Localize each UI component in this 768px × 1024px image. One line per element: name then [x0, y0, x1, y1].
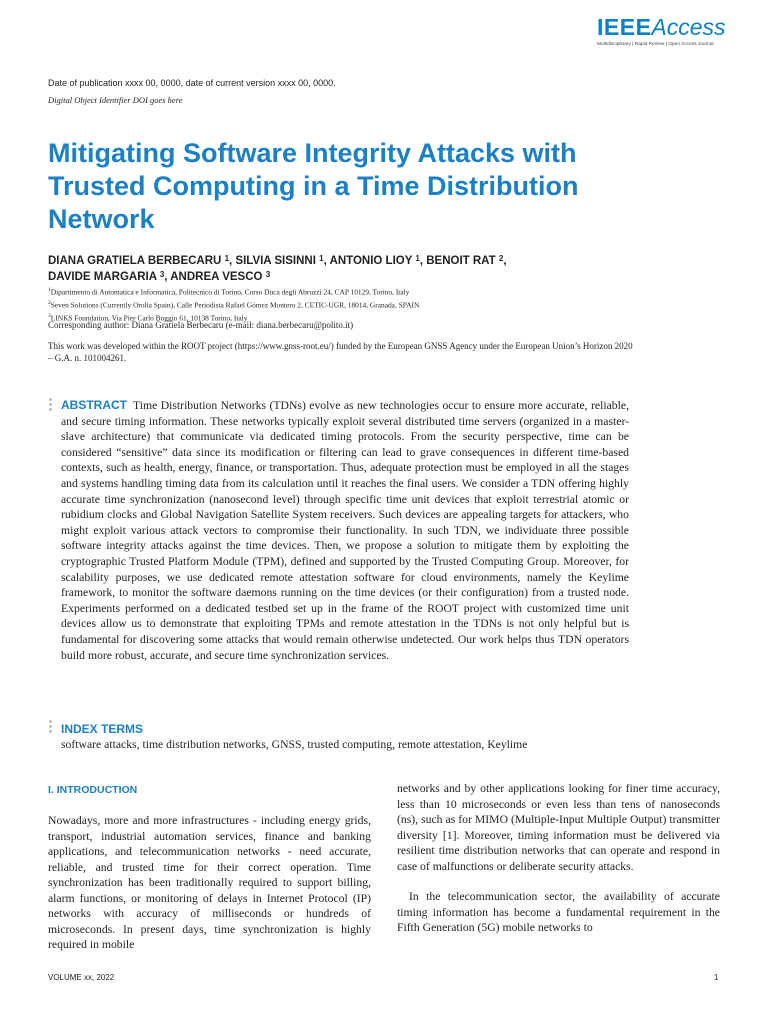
abstract: [61, 398, 629, 663]
intro-paragraph: networks and by other applications looking for finer time accuracy, less than 10 microseconds or even less than tens of nanoseconds (ns), such as for MIMO (Multiple-Input Multiple Output) transmitter diversity [1]. Moreover, timing information must be delivered via resilient time distribution networks that can operate and respond in case of malfunctions or deliberate security attacks.: [397, 782, 720, 873]
doi-line: Digital Object Identifier DOI goes here: [48, 95, 183, 105]
logo-tagline: Multidisciplinary | Rapid Review | Open Access Journal: [597, 42, 714, 47]
author-name: SILVIA SISINNI: [235, 255, 316, 267]
abstract-text: Time Distribution Networks (TDNs) evolve as new technologies occur to ensure more accurate, reliable, and secure timing information. These networks typically exploit several distributed time servers (organized in a master-slave architecture) that communicate via dedicated timing protocols. From the security perspective, time can be considered “sensitive” data since its modification or filtering can lead to grave consequences in different time-based contexts, such as health, energy, finance, or transportation. Thus, adequate protection must be employed in all the stages and systems handling timing data from its calculation until it reaches the final users. We consider a TDN offering highly accurate time synchronization (nanosecond level) through specific time unit devices that exploit terrestrial atomic or rubidium clocks and Global Navigation Satellite System receivers. Such devices are appealing targets for attackers, who might exploit various attack vectors to compromise their functionality. In such TDN, we individuate three possible software integrity attacks against the time devices. Then, we propose a solution to mitigate them by exploiting the cryptographic Trusted Platform Module (TPM), defined and supported by the Trusted Computing Group. Moreover, for scalability purposes, we use dedicated remote attestation software for cloud environments, namely the Keylime framework, to monitor the software daemons running on the time devices (or their configuration) from a trusted node. Experiments performed on a dedicated testbed set up in the frame of the ROOT project with customized time unit devices allow us to demonstrate that exploiting TPMs and remote attestation in the TDNs is not only helpful but is fundamental for discovering some attacks that would remain otherwise undetected. Our work helps thus TDN operators build more robust, accurate, and secure time synchronization services.: [61, 399, 629, 662]
author-affiliation-mark: 2: [498, 254, 504, 263]
author-affiliation-mark: 1: [224, 254, 230, 263]
author-affiliation-mark: 3: [159, 270, 165, 279]
affiliation-list: [48, 285, 688, 324]
corresponding-author: Corresponding author: Diana Gratiela Berbecaru (e-mail: diana.berbecaru@polito.it): [48, 320, 354, 330]
author-name: DIANA GRATIELA BERBECARU: [48, 255, 222, 267]
index-terms-label: INDEX TERMS: [61, 722, 144, 736]
page-number: 1: [714, 973, 719, 982]
affiliation-item: $^2$Seven Solutions (Currently Orolia Spain), Calle Periodista Rafael Gómez Montero 2, CETIC-UGR, 18014, Granada, SPAIN: [48, 299, 420, 310]
journal-logo: [597, 14, 726, 54]
author-name: ANDREA VESCO: [170, 271, 263, 283]
affiliation-item: $^1$Dipartimento di Automatica e Informatica, Politecnico di Torino, Corso Duca degli Abruzzi 24, CAP 10129, Torino, Italy: [48, 287, 410, 297]
abstract-marker-icon: [49, 398, 53, 413]
intro-paragraph: Nowadays, more and more infrastructures - including energy grids, transport, industrial automation services, finance and banking applications, and telecommunication networks - need accurate, reliable, and trusted time for their correct operation. Time synchronization has been traditionally required to support billing, alarm functions, or monitoring of delays in Internet Protocol (IP) networks with accuracy of milliseconds or hundreds of microseconds. In present days, time synchronization is highly required in mobile: [48, 814, 371, 951]
right-column: [397, 781, 720, 936]
author-name: DAVIDE MARGARIA: [48, 271, 157, 283]
author-affiliation-mark: 1: [415, 254, 420, 263]
author-affiliation-mark: 3: [265, 270, 271, 279]
footer-volume: VOLUME xx, 2022: [48, 973, 115, 982]
intro-paragraph: In the telecommunication sector, the availability of accurate timing information has become a fundamental requirement in the Fifth Generation (5G) mobile networks to: [397, 890, 720, 934]
index-terms-text: software attacks, time distribution networks, GNSS, trusted computing, remote attestation, Keylime: [61, 738, 528, 751]
author-affiliation-mark: 1: [319, 254, 324, 263]
author-list: DIANA GRATIELA BERBECARU $^1$, SILVIA SISINNI $^1$, ANTONIO LIOY $^1$, BENOIT RAT $^2$, DAVIDE MARGARIA $^3$, ANDREA VESCO $^3$: [48, 254, 507, 283]
publication-date: Date of publication xxxx 00, 0000, date of current version xxxx 00, 0000.: [48, 78, 336, 88]
funding-note: This work was developed within the ROOT project (https://www.gnss-root.eu/) funded by the European GNSS Agency under the European Union’s Horizon 2020 – G.A. n. 101004261.: [48, 341, 633, 363]
affiliation-item: $^3$LINKS Foundation, Via Pier Carlo Boggio 61, 10138 Torino, Italy: [48, 312, 248, 323]
author-name: ANTONIO LIOY: [329, 255, 413, 267]
index-terms-marker-icon: [49, 720, 53, 735]
logo-wordmark: IEEEAccess: [597, 14, 726, 40]
abstract-label: ABSTRACT: [61, 398, 127, 412]
paper-title: Mitigating Software Integrity Attacks with Trusted Computing in a Time Distribution Network: [48, 138, 579, 234]
left-column: [48, 813, 371, 953]
section-heading-introduction: I. INTRODUCTION: [48, 784, 138, 796]
author-name: BENOIT RAT: [426, 255, 496, 267]
